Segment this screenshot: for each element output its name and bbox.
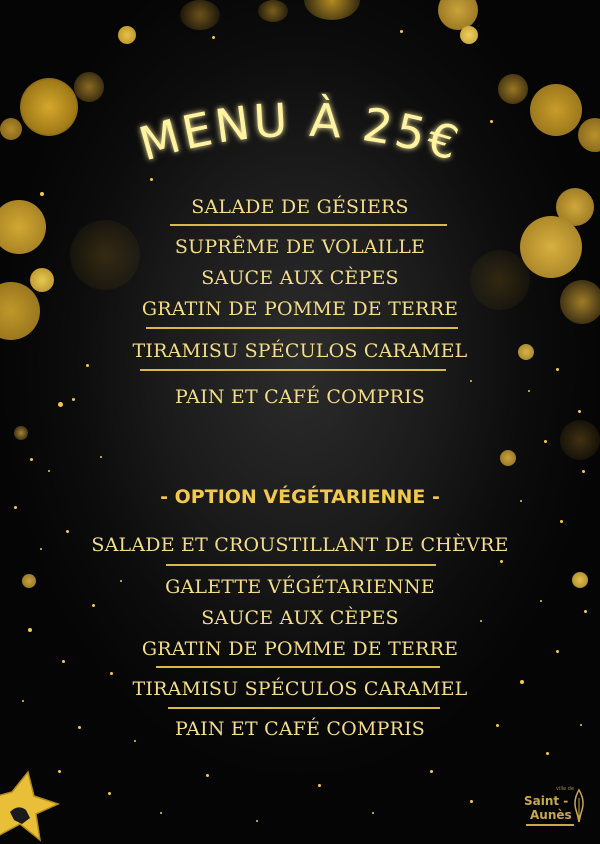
main-item-3: GRATIN DE POMME DE TERRE <box>141 298 459 320</box>
dessert-item: TIRAMISU SPÉCULOS CARAMEL <box>132 340 468 362</box>
veg-extra-item: PAIN ET CAFÉ COMPRIS <box>174 718 426 740</box>
logo-underline <box>526 824 574 826</box>
vegetarian-heading: - OPTION VÉGÉTARIENNE - <box>160 486 440 508</box>
main-item-1: SUPRÊME DE VOLAILLE <box>174 236 426 258</box>
divider <box>168 707 440 709</box>
saint-aunes-logo <box>522 784 592 832</box>
logo-line-2: Aunès <box>530 808 572 822</box>
main-item-2: SAUCE AUX CÈPES <box>201 267 399 289</box>
veg-main-item-2: SAUCE AUX CÈPES <box>201 607 399 629</box>
menu-title-arc <box>0 92 600 182</box>
divider <box>146 327 458 329</box>
divider <box>156 666 440 668</box>
menu-title-text: MENU À 25€ <box>133 92 468 172</box>
veg-dessert-item: TIRAMISU SPÉCULOS CARAMEL <box>132 678 468 700</box>
divider <box>170 224 447 226</box>
veg-starter-item: SALADE ET CROUSTILLANT DE CHÈVRE <box>91 534 509 556</box>
extra-item: PAIN ET CAFÉ COMPRIS <box>174 386 426 408</box>
logo-small-text: ville de <box>556 786 575 792</box>
veg-main-item-3: GRATIN DE POMME DE TERRE <box>141 638 459 660</box>
tree-icon <box>572 788 586 824</box>
divider <box>140 369 446 371</box>
divider <box>166 564 436 566</box>
menu-title <box>0 92 600 182</box>
starter-item: SALADE DE GÉSIERS <box>191 196 409 218</box>
veg-main-item-1: GALETTE VÉGÉTARIENNE <box>165 576 435 598</box>
gold-star-icon <box>0 768 70 844</box>
svg-text:MENU À 25€ <box>133 93 467 172</box>
logo-line-1: Saint - <box>524 794 569 808</box>
